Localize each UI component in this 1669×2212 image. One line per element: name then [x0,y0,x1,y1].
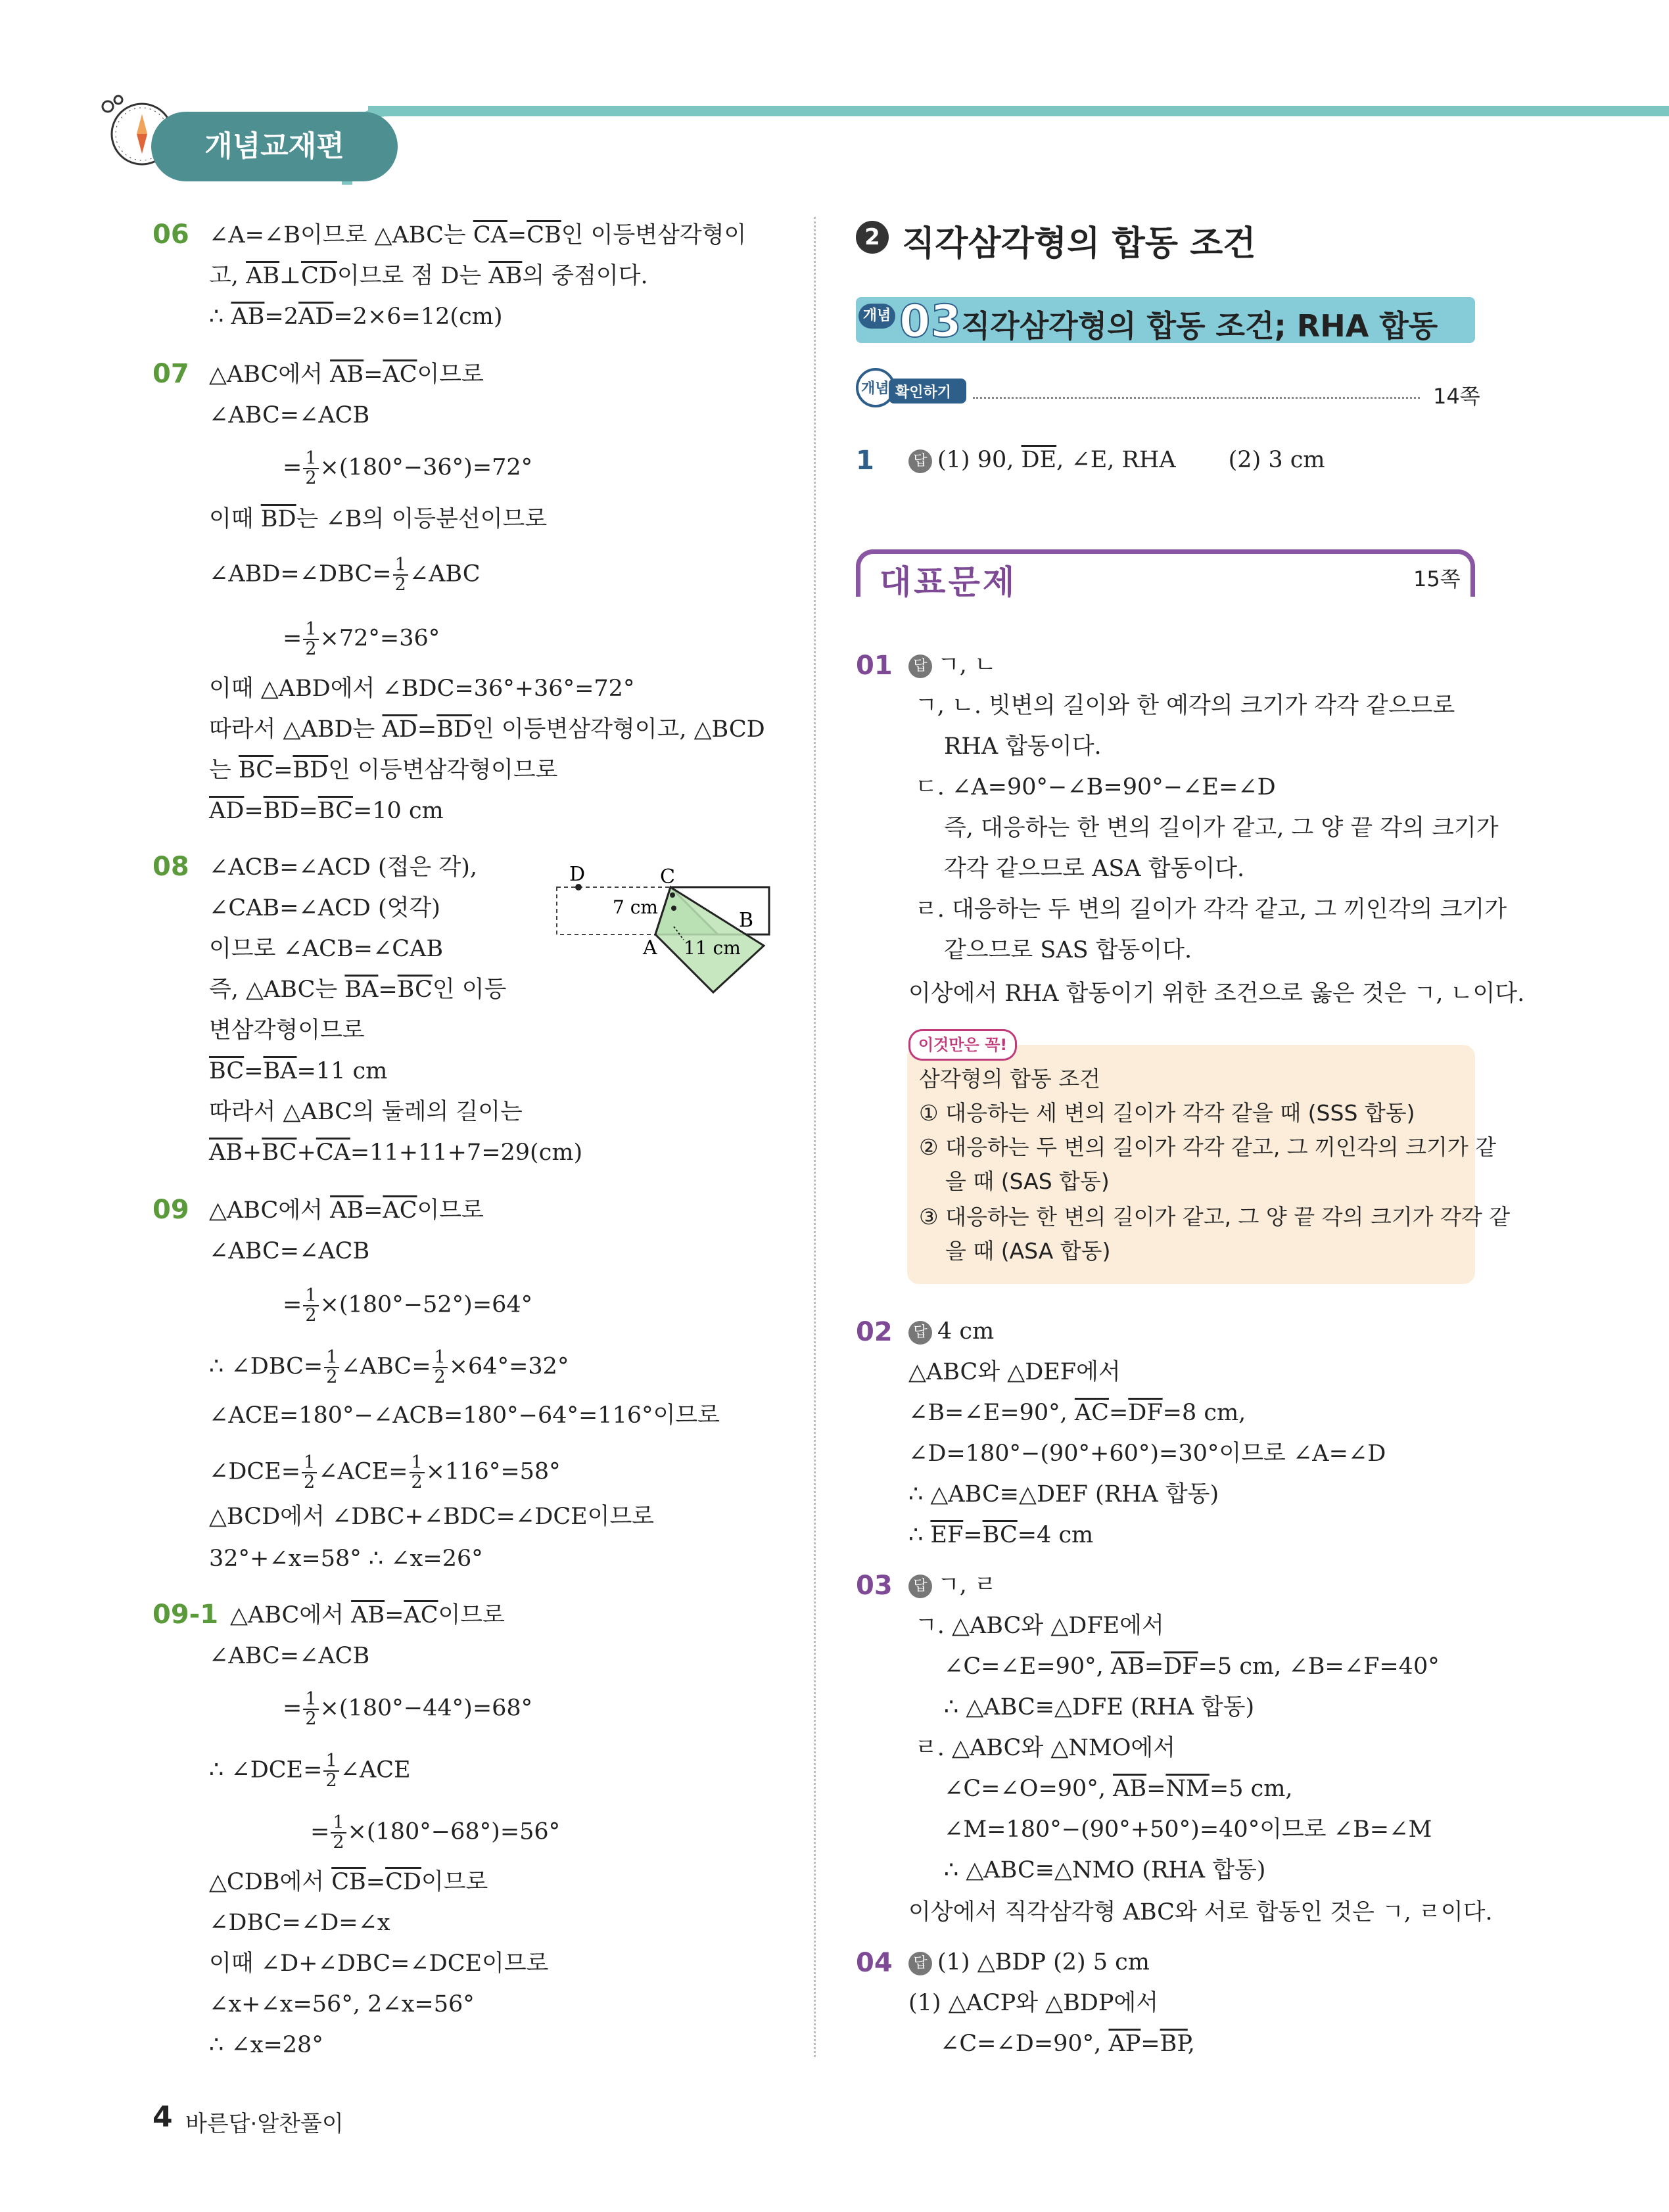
fraction: $\frac{1}{2}$ [324,1348,339,1387]
tip-line: 을 때 (SAS 합동) [945,1168,1110,1194]
tip-line: 을 때 (ASA 합동) [945,1238,1111,1264]
solution-line: $\overline{AB}+\overline{BC}+\overline{CA}=11+11+7=29(cm)$ [209,1140,583,1166]
answer-line: 답 4 cm [908,1317,994,1346]
book-title: 바른답·알찬풀이 [185,2111,344,2137]
fraction: $\frac{1}{2}$ [303,620,318,658]
problem-number-08: 08 [153,852,189,882]
label-d: D [569,863,586,886]
fraction: $\frac{1}{2}$ [433,1348,448,1387]
page-reference: 15쪽 [1413,566,1461,591]
solution-line: ∠D=180°−(90°+60°)=30°이므로 ∠A=∠D [908,1440,1386,1467]
solution-line: △ABC에서 $\overline{AB}=\overline{AC}$이므로 [209,361,484,388]
answer-mark: 답 [908,449,932,473]
problem-number-02: 02 [856,1317,893,1347]
fraction: $\frac{1}{2}$ [303,449,318,488]
answer-mark: 답 [908,1321,932,1345]
solution-line: ∠ACE=180°−∠ACB=180°−64°=116°이므로 [209,1402,720,1429]
solution-line: △ABC에서 $\overline{AB}=\overline{AC}$이므로 [230,1602,505,1628]
solution-line: ㄱ. △ABC와 △DFE에서 [915,1613,1164,1639]
solution-line: ∠B=∠E=90°, $\overline{AC}=\overline{DF}=8$ cm, [908,1400,1246,1426]
solution-line: ∴ △ABC≡△NMO (RHA 합동) [944,1857,1266,1883]
solution-line: 각각 같으므로 ASA 합동이다. [944,856,1245,882]
solution-line: RHA 합동이다. [944,733,1102,760]
solution-line: ∴ $\overline{EF}=\overline{BC}=4$ cm [908,1522,1094,1548]
fraction: $\frac{1}{2}$ [303,1287,318,1325]
tip-line: ① 대응하는 세 변의 길이가 각각 같을 때 (SSS 합동) [919,1100,1415,1126]
solution-line: ∴ ∠x=28° [209,2032,323,2058]
solution-line: 는 $\overline{BC}=\overline{BD}$인 이등변삼각형이므로 [209,757,558,783]
solution-line: 고, $\overline{AB}\perp\overline{CD}$이므로 점 D는 $\overline{AB}$의 중점이다. [209,263,648,289]
check-badge-top: 개념 [861,380,889,397]
solution-line: (1) △ACP와 △BDP에서 [908,1990,1159,2016]
solution-line: ∠A=∠B이므로 △ABC는 $\overline{CA}=\overline{CB}$인 이등변삼각형이 [209,222,747,248]
problem-number-03: 03 [856,1571,893,1601]
solution-line: ∴ △ABC≡△DEF (RHA 합동) [908,1481,1219,1508]
solution-line: ∠ACB=∠ACD (접은 각), [209,854,477,881]
solution-line: 이때 $\overline{BD}$는 ∠B의 이등분선이므로 [209,506,548,532]
problem-number-09-1: 09-1 [153,1600,219,1630]
solution-line: ∠ABC=∠ACB [209,402,370,428]
tip-line: 삼각형의 합동 조건 [919,1066,1101,1092]
solution-line: ∠ABD=∠DBC= $\frac{1}{2}$ ∠ABC [209,555,481,595]
concept-title: 직각삼각형의 합동 조건; RHA 합동 [961,308,1438,344]
label-7cm: 7 cm [613,896,658,918]
check-badge-bottom: 확인하기 [895,384,952,401]
solution-line: 즉, 대응하는 한 변의 길이가 같고, 그 양 끝 각의 크기가 [944,815,1499,841]
fraction: $\frac{1}{2}$ [410,1454,425,1492]
solution-line: 이므로 ∠ACB=∠CAB [209,936,444,962]
solution-line: ∠DCE= $\frac{1}{2}$ ∠ACE= $\frac{1}{2}$ ×116°=58° [209,1452,561,1492]
solution-line: = $\frac{1}{2}$ ×(180°−44°)=68° [283,1689,533,1729]
solution-line: ∴ ∠DBC= $\frac{1}{2}$ ∠ABC= $\frac{1}{2}$ ×64°=32° [209,1347,569,1387]
concept-number: 03 [899,296,962,348]
solution-line: 따라서 △ABC의 둘레의 길이는 [209,1099,523,1125]
dotted-leader [973,397,1420,399]
answer-line: 답 (1) 90, $\overline{DE}$, ∠E, RHA (2) 3 cm [908,446,1325,474]
answer-number-1: 1 [856,446,874,476]
solution-line: = $\frac{1}{2}$ ×(180°−36°)=72° [283,448,533,488]
fraction: $\frac{1}{2}$ [323,1752,339,1790]
solution-line: ∠ABC=∠ACB [209,1643,370,1669]
concept-badge: 개념 [858,304,895,329]
solution-line: 따라서 △ABD는 $\overline{AD}=\overline{BD}$인 이등변삼각형이고, △BCD [209,716,765,743]
section-title: 직각삼각형의 합동 조건 [902,224,1256,264]
solution-line: ∠M=180°−(90°+50°)=40°이므로 ∠B=∠M [944,1816,1432,1843]
tip-line: ② 대응하는 두 변의 길이가 각각 같고, 그 끼인각의 크기가 같 [919,1134,1497,1160]
fraction: $\frac{1}{2}$ [331,1814,346,1852]
page-number: 4 [153,2100,173,2134]
solution-line: ∠DBC=∠D=∠x [209,1910,390,1936]
solution-line: 이때 △ABD에서 ∠BDC=36°+36°=72° [209,676,635,702]
solution-line: = $\frac{1}{2}$ ×(180°−52°)=64° [283,1285,533,1325]
solution-line: △CDB에서 $\overline{CB}=\overline{CD}$이므로 [209,1869,488,1895]
label-11cm: 11 cm [684,937,741,959]
solution-line: ∠CAB=∠ACD (엇각) [209,895,440,921]
solution-line: 이상에서 직각삼각형 ABC와 서로 합동인 것은 ㄱ, ㄹ이다. [908,1899,1493,1925]
solution-line: ㄹ. 대응하는 두 변의 길이가 각각 같고, 그 끼인각의 크기가 [915,896,1507,923]
solution-line: ∠C=∠O=90°, $\overline{AB}=\overline{NM}=5$ cm, [944,1776,1293,1802]
problem-number-07: 07 [153,359,189,389]
solution-line: 변삼각형이므로 [209,1017,365,1044]
point-marker [671,906,676,911]
representative-problems-title: 대표문제 [880,563,1018,601]
solution-line: 같으므로 SAS 합동이다. [944,937,1192,963]
answer-mark: 답 [908,1952,932,1975]
solution-line: $\overline{BC}=\overline{BA}=11$ cm [209,1058,388,1084]
folded-paper-figure [552,861,776,999]
solution-line: ∠C=∠E=90°, $\overline{AB}=\overline{DF}=5$ cm, ∠B=∠F=40° [944,1653,1440,1680]
point-marker [670,892,675,898]
problem-number-04: 04 [856,1948,893,1978]
solution-line: $\overline{AD}=\overline{BD}=\overline{BC}=10$ cm [209,798,444,824]
problem-number-01: 01 [856,651,893,681]
check-badge [856,368,968,407]
label-c: C [660,865,675,888]
problem-number-06: 06 [153,219,189,250]
page-reference: 14쪽 [1433,384,1480,409]
solution-line: ㄱ, ㄴ. 빗변의 길이와 한 예각의 크기가 각각 같으므로 [915,693,1455,719]
tip-badge: 이것만은 꼭! [908,1029,1017,1061]
column-divider [814,217,816,2057]
section-tab: 개념교재편 [151,112,398,181]
label-a: A [643,936,657,959]
tip-line: ③ 대응하는 한 변의 길이가 같고, 그 양 끝 각의 크기가 각각 같 [919,1204,1511,1230]
solution-line: = $\frac{1}{2}$ ×72°=36° [283,619,440,659]
fraction: $\frac{1}{2}$ [303,1690,318,1728]
solution-line: △ABC와 △DEF에서 [908,1359,1121,1385]
solution-line: ∴ $\overline{AB}=2\overline{AD}=2\times 6=12(cm)$ [209,304,503,330]
solution-line: 이상에서 RHA 합동이기 위한 조건으로 옳은 것은 ㄱ, ㄴ이다. [908,980,1525,1007]
solution-line: 즉, △ABC는 $\overline{BA}=\overline{BC}$인 이등 [209,977,507,1003]
solution-line: △ABC에서 $\overline{AB}=\overline{AC}$이므로 [209,1197,484,1224]
answer-line: 답 ㄱ, ㄴ [908,651,997,680]
solution-line: 32°+∠x=58° ∴ ∠x=26° [209,1546,483,1572]
label-b: B [739,909,754,932]
solution-line: 이때 ∠D+∠DBC=∠DCE이므로 [209,1950,549,1977]
answer-mark: 답 [908,1575,932,1598]
solution-line: ∴ ∠DCE= $\frac{1}{2}$ ∠ACE [209,1751,411,1791]
solution-line: ㄹ. △ABC와 △NMO에서 [915,1735,1176,1761]
section-number: 2 [856,221,889,254]
header-rule [368,106,1669,116]
solution-line: ∠x+∠x=56°, 2∠x=56° [209,1991,475,2017]
answer-line: 답 ㄱ, ㄹ [908,1571,997,1600]
problem-number-09: 09 [153,1195,189,1225]
fraction: $\frac{1}{2}$ [393,556,408,594]
solution-line: ∠ABC=∠ACB [209,1238,370,1264]
solution-line: △BCD에서 ∠DBC+∠BDC=∠DCE이므로 [209,1504,655,1530]
answer-line: 답 (1) △BDP (2) 5 cm [908,1948,1150,1977]
solution-line: ㄷ. ∠A=90°−∠B=90°−∠E=∠D [915,774,1276,800]
solution-line: ∴ △ABC≡△DFE (RHA 합동) [944,1694,1255,1720]
answer-mark: 답 [908,655,932,678]
solution-line: ∠C=∠D=90°, $\overline{AP}=\overline{BP}$, [940,2031,1195,2057]
fraction: $\frac{1}{2}$ [302,1454,317,1492]
solution-line: = $\frac{1}{2}$ ×(180°−68°)=56° [310,1812,561,1853]
